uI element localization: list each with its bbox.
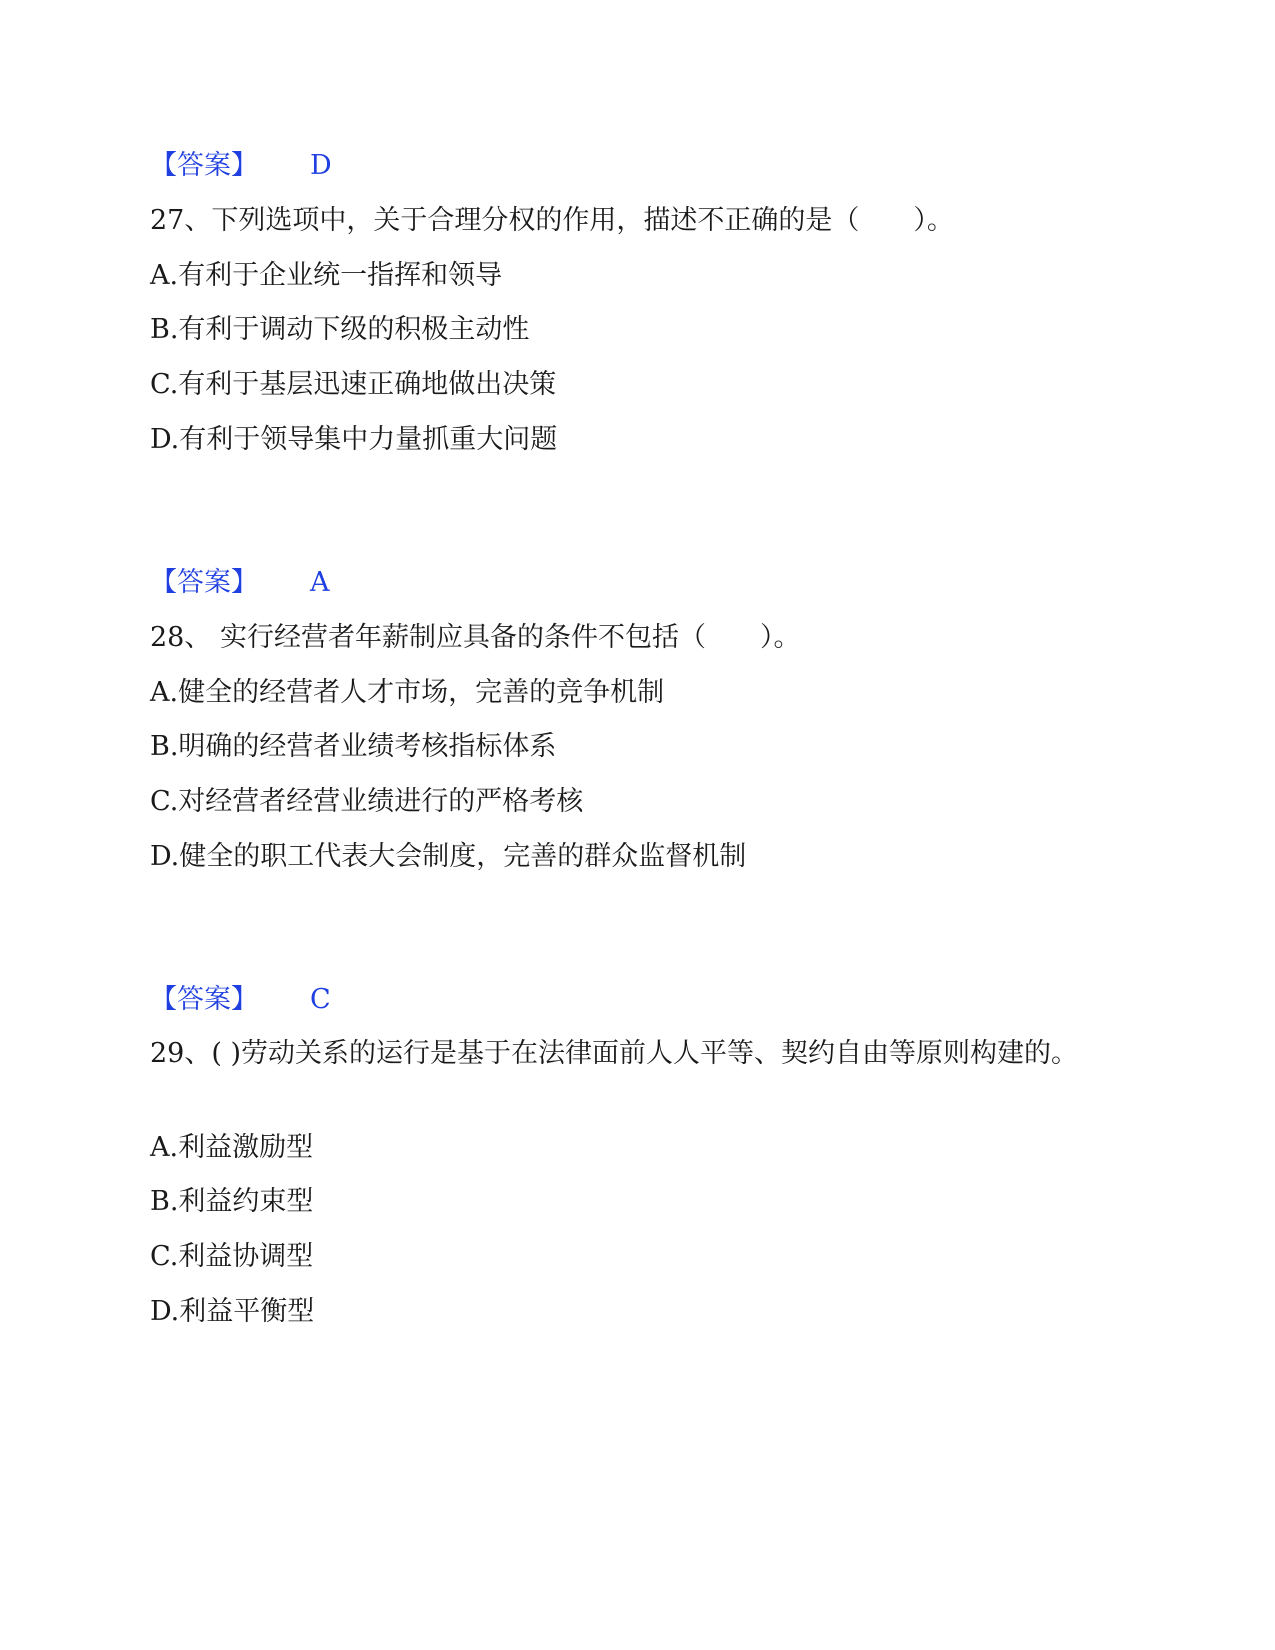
answer-label: 【答案】 bbox=[150, 567, 258, 598]
option-a: A.有利于企业统一指挥和领导 bbox=[150, 260, 503, 291]
answer-value: C bbox=[310, 984, 331, 1015]
answer-value: A bbox=[310, 567, 330, 598]
answer-value: D bbox=[310, 150, 332, 181]
option-d: D.利益平衡型 bbox=[150, 1296, 315, 1327]
answer-line bbox=[150, 148, 332, 184]
answer-label: 【答案】 bbox=[150, 984, 258, 1015]
question-text: 29、( )劳动关系的运行是基于在法律面前人人平等、契约自由等原则构建的。 bbox=[150, 1038, 1079, 1069]
question-text: 27、下列选项中，关于合理分权的作用，描述不正确的是（ ）。 bbox=[150, 205, 954, 236]
answer-line bbox=[150, 982, 331, 1018]
option-a: A.利益激励型 bbox=[150, 1132, 314, 1163]
answer-line bbox=[150, 565, 330, 601]
option-b: B.明确的经营者业绩考核指标体系 bbox=[150, 731, 557, 762]
option-c: C.对经营者经营业绩进行的严格考核 bbox=[150, 786, 584, 817]
option-d: D.健全的职工代表大会制度，完善的群众监督机制 bbox=[150, 841, 747, 872]
option-d: D.有利于领导集中力量抓重大问题 bbox=[150, 424, 558, 455]
option-b: B.有利于调动下级的积极主动性 bbox=[150, 314, 530, 345]
option-c: C.有利于基层迅速正确地做出决策 bbox=[150, 369, 557, 400]
option-b: B.利益约束型 bbox=[150, 1186, 314, 1217]
option-a: A.健全的经营者人才市场，完善的竞争机制 bbox=[150, 677, 665, 708]
question-text: 28、 实行经营者年薪制应具备的条件不包括（ ）。 bbox=[150, 622, 801, 653]
option-c: C.利益协调型 bbox=[150, 1241, 314, 1272]
answer-label: 【答案】 bbox=[150, 150, 258, 181]
